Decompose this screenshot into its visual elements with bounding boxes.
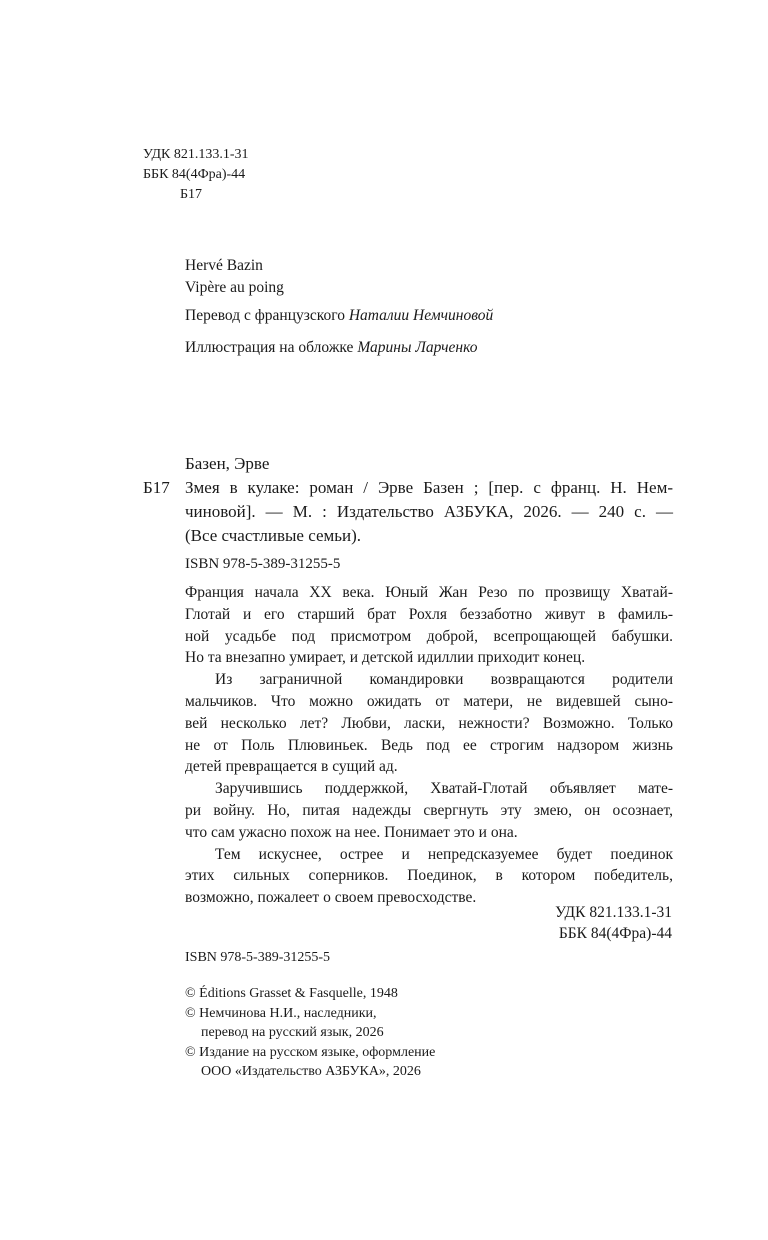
udk-code-bottom: УДК 821.133.1-31: [555, 904, 672, 921]
annotation-line: вей несколько лет? Любви, ласки, нежности? Возможно. Только: [185, 714, 673, 732]
annotation-line: Заручившись поддержкой, Хватай-Глотай объявляет мате-: [215, 780, 673, 798]
cover-prefix: Иллюстрация на обложке: [185, 339, 358, 356]
catalog-description: [185, 476, 673, 548]
annotation: [185, 582, 673, 909]
translator-name: Наталии Немчиновой: [348, 307, 494, 324]
annotation-line: Но та внезапно умирает, и детской идиллии приходит конец.: [185, 649, 586, 667]
catalog-mark: Б17: [143, 478, 170, 497]
description-line: чиновой]. — М. : Издательство АЗБУКА, 2026. — 240 с. —: [185, 502, 673, 521]
original-title-block: [185, 255, 284, 299]
annotation-line: не от Поль Плювиньек. Ведь под ее строгим надзором жизнь: [185, 736, 673, 754]
author-mark: Б17: [180, 187, 203, 202]
annotation-line: возможно, пожалеет о своем превосходстве.: [185, 889, 477, 907]
annotation-line: мальчиков. Что можно ожидать от матери, не видевшей сыно-: [185, 692, 673, 710]
original-title: Vipère au poing: [185, 279, 284, 296]
description-line: (Все счастливые семьи).: [185, 526, 362, 545]
isbn-bottom: ISBN 978-5-389-31255-5: [185, 950, 331, 965]
annotation-line: ри войну. Но, питая надежды свергнуть эту змею, он осознает,: [185, 801, 673, 819]
udk-code: УДК 821.133.1-31: [143, 147, 249, 162]
annotation-paragraph: [185, 669, 673, 778]
annotation-line: Из заграничной командировки возвращаются родители: [215, 671, 673, 689]
bbk-code-bottom: ББК 84(4Фра)-44: [558, 925, 672, 942]
isbn-catalog: ISBN 978-5-389-31255-5: [185, 556, 341, 572]
annotation-line: ной усадьбе под присмотром доброй, всепрощающей бабушки.: [185, 627, 673, 645]
translation-credit: [185, 306, 493, 326]
annotation-paragraph: [185, 844, 673, 909]
copyright-block: [185, 984, 435, 1082]
annotation-line: Франция начала ХХ века. Юный Жан Резо по прозвищу Хватай-: [185, 584, 673, 601]
classification-top: [143, 145, 249, 205]
bbk-code: ББК 84(4Фра)-44: [143, 167, 246, 182]
annotation-line: детей превращается в сущий ад.: [185, 758, 398, 776]
original-author: Hervé Bazin: [185, 257, 263, 274]
annotation-paragraph: [185, 582, 673, 669]
classification-bottom: [555, 902, 672, 944]
description-line: Змея в кулаке: роман / Эрве Базен ; [пер. с франц. Н. Нем-: [185, 478, 673, 497]
annotation-line: Тем искуснее, острее и непредсказуемее будет поединок: [215, 845, 673, 863]
annotation-line: этих сильных соперников. Поединок, в котором победитель,: [185, 867, 673, 885]
translation-prefix: Перевод с французского: [185, 307, 349, 324]
copyright-original: © Éditions Grasset & Fasquelle, 1948: [185, 986, 398, 1001]
catalog-entry: [185, 452, 673, 548]
copyright-translation-detail: перевод на русский язык, 2026: [201, 1025, 384, 1040]
annotation-line: что сам ужасно похож на нее. Понимает это и она.: [185, 823, 518, 841]
annotation-line: Глотай и его старший брат Рохля беззаботно живут в фамиль-: [185, 605, 673, 623]
copyright-translation: © Немчинова Н.И., наследники,: [185, 1005, 377, 1021]
copyright-edition-detail: ООО «Издательство АЗБУКА», 2026: [201, 1064, 421, 1079]
cover-credit: [185, 338, 478, 358]
catalog-author-heading: Базен, Эрве: [185, 454, 270, 473]
copyright-edition: © Издание на русском языке, оформление: [185, 1044, 436, 1060]
illustrator-name: Марины Ларченко: [357, 339, 478, 356]
annotation-paragraph: [185, 778, 673, 843]
